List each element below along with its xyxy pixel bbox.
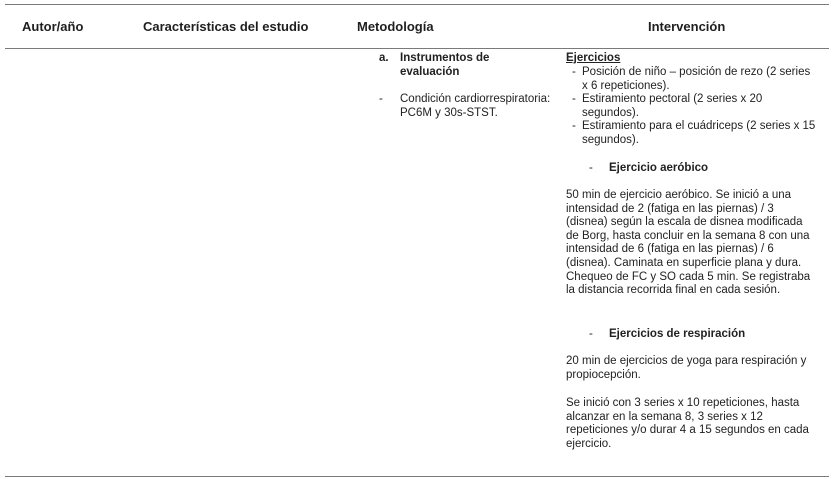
metodologia-item-marker: a. (379, 52, 389, 64)
header-metodologia: Metodología (357, 19, 434, 34)
aerobic-heading: - Ejercicio aeróbico (589, 162, 709, 174)
list-item: - Estiramiento pectoral (2 series x 20 segundos). (572, 93, 763, 119)
header-autor: Autor/año (22, 19, 84, 34)
metodologia-item-instrumentos: Instrumentos de evaluación (400, 52, 490, 78)
list-item: - Estiramiento para el cuádriceps (2 series x 15 segundos). (572, 120, 816, 146)
table-top-border (5, 4, 829, 5)
metodologia-condicion: Condición cardiorrespiratoria: PC6M y 30s-STST. (400, 93, 551, 119)
aerobic-description: 50 min de ejercicio aeróbico. Se inició a una intensidad de 2 (fatiga en las piernas) / 3 (disnea) según la escala de disnea modificada de Borg, hasta concluir en la semana 8 con una intensidad de 6 (fatiga en las piernas) / 6 (disnea). Caminata en superficie plana y dura. Chequeo de FC y SO cada 5 min. Se registraba la distancia recorrida final en cada sesión. (566, 189, 811, 297)
list-item: - Posición de niño – posición de rezo (2 series x 6 repeticiones). (572, 66, 811, 92)
breathing-description: 20 min de ejercicios de yoga para respiración y propiocepción. (566, 355, 807, 381)
breathing-heading: - Ejercicios de respiración (589, 328, 746, 340)
metodologia-dash-marker: - (379, 93, 383, 105)
intervencion-title: Ejercicios (566, 52, 621, 64)
exercise-list (570, 66, 818, 148)
breathing-progression: Se inició con 3 series x 10 repeticiones, hasta alcanzar en la semana 8, 3 series x 12 repeticiones y/o durar 4 a 15 segundos en cada ejercicio. (566, 397, 809, 450)
header-caracteristicas: Características del estudio (143, 19, 309, 34)
table-bottom-border (5, 476, 829, 477)
header-intervencion: Intervención (648, 19, 726, 34)
header-bottom-border (5, 48, 829, 49)
